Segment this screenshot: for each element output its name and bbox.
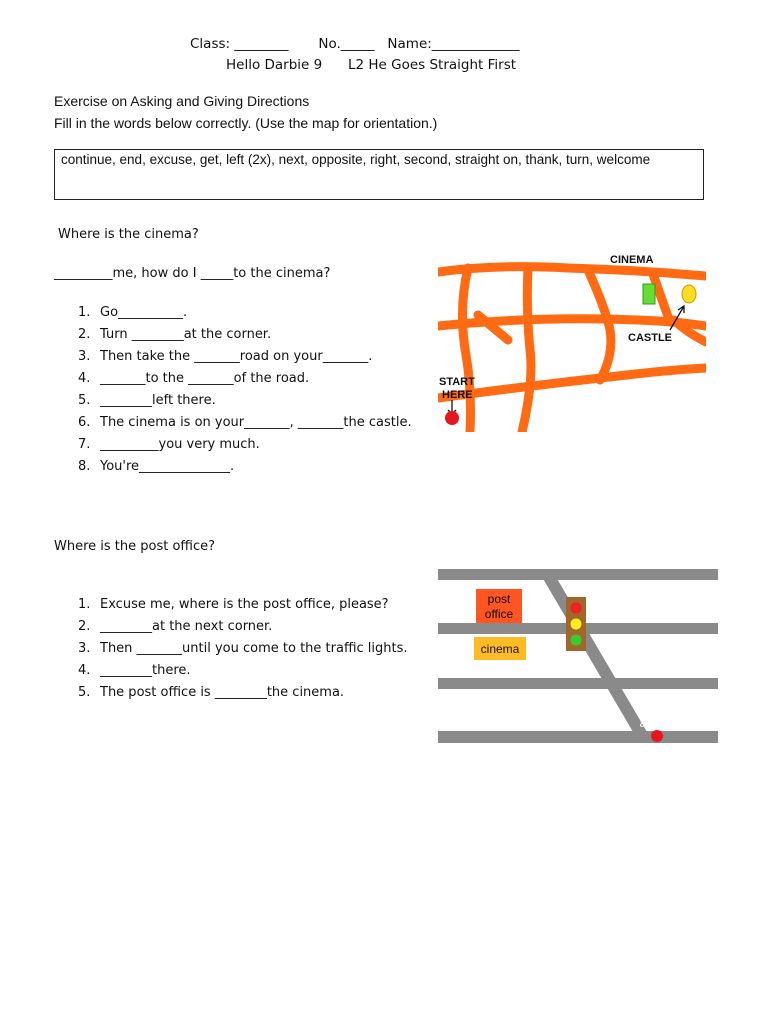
word-bank-box: continue, end, excuse, get, left (2x), next, opposite, right, second, straight on, thank, turn, welcome [54, 149, 704, 200]
section2-list [54, 594, 434, 704]
list-text: _________you very much. [100, 437, 260, 452]
list-item [54, 456, 424, 478]
you-are-here-marker [651, 730, 663, 742]
list-number: 5. [78, 393, 91, 408]
list-item [54, 682, 434, 704]
list-text: Excuse me, where is the post office, please? [100, 597, 389, 612]
cinema-marker [643, 284, 655, 304]
map-you-label-1: you [652, 698, 672, 712]
list-item [54, 434, 424, 456]
list-item [54, 302, 424, 324]
post-office-map [438, 567, 718, 745]
list-item [54, 638, 434, 660]
list-item [54, 368, 424, 390]
list-number: 6. [78, 415, 91, 430]
list-number: 5. [78, 685, 91, 700]
list-text: ________at the next corner. [100, 619, 273, 634]
map-cinema-label: cinema [480, 642, 520, 656]
section2-heading: Where is the post office? [54, 539, 216, 554]
list-item [54, 412, 424, 434]
list-number: 2. [78, 619, 91, 634]
list-text: You're______________. [100, 459, 235, 474]
list-number: 1. [78, 597, 91, 612]
list-text: ________there. [100, 663, 191, 678]
section1-prompt: _________me, how do I _____to the cinema? [54, 266, 331, 281]
list-number: 3. [78, 349, 91, 364]
list-number: 4. [78, 663, 91, 678]
map-castle-label: CASTLE [628, 332, 672, 344]
traffic-light-green [571, 635, 582, 646]
map-post-office-label-2: office [484, 607, 514, 621]
map-cinema-label: CINEMA [610, 254, 654, 266]
map-start-label-2: HERE [442, 389, 473, 401]
header-lesson-title: Hello Darbie 9 L2 He Goes Straight First [226, 57, 517, 73]
header-class-line: Class: ________ No._____ Name:_____________ [190, 36, 520, 52]
list-text: Go__________. [100, 305, 188, 320]
list-item [54, 390, 424, 412]
cinema-map [438, 250, 706, 432]
map-post-office-label-1: post [487, 592, 511, 606]
start-marker [445, 411, 459, 425]
traffic-light-red [571, 603, 582, 614]
list-number: 8. [78, 459, 91, 474]
section1-heading: Where is the cinema? [58, 227, 199, 242]
list-number: 2. [78, 327, 91, 342]
castle-marker [682, 285, 696, 303]
list-item [54, 616, 434, 638]
exercise-title: Exercise on Asking and Giving Directions [54, 93, 310, 109]
list-text: Then _______until you come to the traffic lights. [100, 641, 408, 656]
section1-list [54, 302, 424, 478]
list-text: The post office is ________the cinema. [100, 685, 345, 700]
map-roads [438, 267, 706, 432]
list-text: ________left there. [100, 393, 216, 408]
list-number: 3. [78, 641, 91, 656]
list-item [54, 594, 434, 616]
exercise-instruction: Fill in the words below correctly. (Use the map for orientation.) [54, 115, 438, 131]
list-number: 1. [78, 305, 91, 320]
list-text: Then take the _______road on your_______. [100, 349, 373, 364]
list-item [54, 660, 434, 682]
list-text: Turn ________at the corner. [100, 327, 272, 342]
traffic-light-yellow [571, 619, 582, 630]
list-item [54, 346, 424, 368]
map-start-label-1: START [439, 376, 475, 388]
list-text: The cinema is on your_______, _______the castle. [100, 415, 412, 430]
list-number: 7. [78, 437, 91, 452]
list-number: 4. [78, 371, 91, 386]
list-item [54, 324, 424, 346]
list-text: _______to the _______of the road. [100, 371, 310, 386]
map-you-label-2: are here [639, 716, 685, 730]
